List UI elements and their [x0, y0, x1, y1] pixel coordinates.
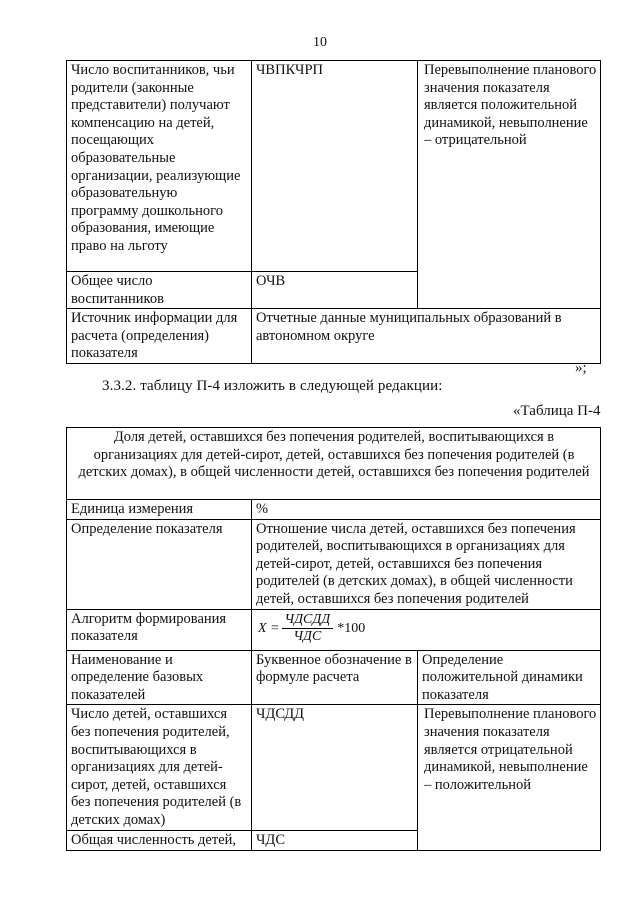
base-indicator-code: ОЧВ: [252, 272, 418, 309]
amendment-paragraph: 3.3.2. таблицу П-4 изложить в следующей редакции:: [102, 378, 443, 394]
base-indicator-code: ЧВПКЧРП: [252, 61, 418, 272]
table-label: «Таблица П-4: [513, 403, 601, 419]
base-indicator-name: Общая численность детей,: [67, 830, 252, 850]
formula-cell: [252, 609, 601, 650]
formula: [256, 611, 597, 647]
unit-value: %: [252, 500, 601, 520]
header-name: Наименование и определение базовых показателей: [67, 650, 252, 705]
algorithm-label: Алгоритм формирования показателя: [67, 609, 252, 650]
definition-value: Отношение числа детей, оставшихся без попечения родителей, воспитывающихся в организациях для детей-сирот, детей, оставшихся без попечения родителей (в детских домах), в общей численности детей, оставшихся без попечения родителей: [252, 519, 601, 609]
formula-lhs: X =: [258, 620, 280, 636]
header-dynamics: Определение положительной динамики показателя: [418, 650, 601, 705]
indicator-title: Доля детей, оставшихся без попечения родителей, воспитывающихся в организациях для детей-сирот, детей, оставшихся без попечения родителей (в детских домах), в общей численности детей, оставшихся без попечения родителей: [67, 428, 601, 500]
source-label: Источник информации для расчета (определения) показателя: [67, 309, 252, 364]
base-indicator-name: Число воспитанников, чьи родители (законные представители) получают компенсацию на детей, посещающих образовательные организации, реализующие образовательную программу дошкольного образования, имеющие право на льготу: [67, 61, 252, 272]
formula-numerator: ЧДСДД: [282, 612, 334, 629]
formula-denominator: ЧДС: [293, 629, 322, 645]
dynamics-definition: Перевыполнение планового значения показателя является отрицательной динамикой, невыполнение – положительной: [418, 705, 601, 850]
header-code: Буквенное обозначение в формуле расчета: [252, 650, 418, 705]
closing-quote: »;: [575, 360, 587, 376]
dynamics-definition: Перевыполнение планового значения показателя является положительной динамикой, невыполнение – отрицательной: [418, 61, 601, 309]
definition-label: Определение показателя: [67, 519, 252, 609]
table-p4: [66, 427, 601, 851]
source-value: Отчетные данные муниципальных образований в автономном округе: [252, 309, 601, 364]
unit-label: Единица измерения: [67, 500, 252, 520]
base-indicator-name: Общее число воспитанников: [67, 272, 252, 309]
base-indicator-code: ЧДСДД: [252, 705, 418, 830]
table-continuation: [66, 60, 601, 364]
page-number: 10: [313, 35, 327, 50]
formula-fraction: [282, 612, 334, 645]
formula-multiplier: *100: [337, 620, 366, 636]
base-indicator-code: ЧДС: [252, 830, 418, 850]
base-indicator-name: Число детей, оставшихся без попечения родителей, воспитывающихся в организациях для детей-сирот, детей, оставшихся без попечения родителей (в детских домах): [67, 705, 252, 830]
